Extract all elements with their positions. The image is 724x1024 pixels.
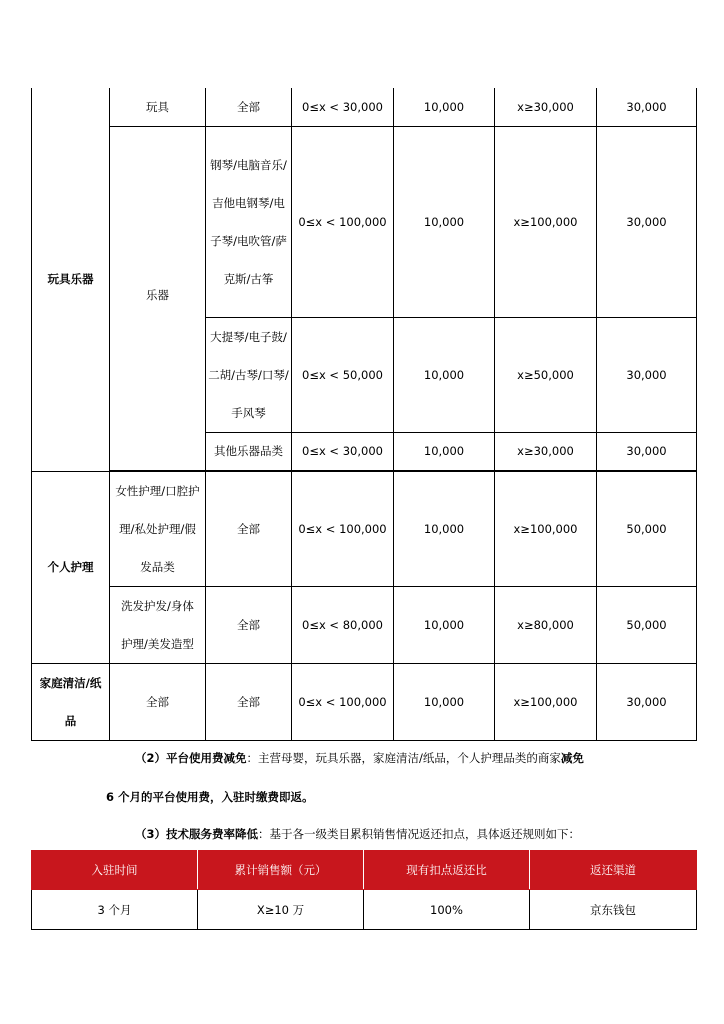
table-cell: 3 个月 — [32, 890, 198, 930]
table-cell: x≥100,000 — [495, 126, 597, 317]
table-cell: 50,000 — [597, 471, 697, 586]
table-cell: 10,000 — [394, 471, 495, 586]
table-row — [32, 88, 697, 126]
table-cell: 0≤x < 50,000 — [292, 317, 394, 432]
table-cell: 玩具 — [110, 88, 206, 126]
table-cell: x≥30,000 — [495, 432, 597, 470]
table-cell: x≥80,000 — [495, 586, 597, 663]
rate-reduction-paragraph — [135, 826, 580, 842]
rebate-rules-table — [31, 850, 697, 930]
para-number: （2） — [135, 751, 167, 765]
table-cell: 50,000 — [597, 586, 697, 663]
table-cell: 30,000 — [597, 432, 697, 470]
subcategory-music — [110, 126, 206, 470]
table-cell: x≥100,000 — [495, 663, 597, 740]
fee-waiver-paragraph — [135, 750, 584, 766]
column-header: 入驻时间 — [32, 851, 198, 890]
para-title: 平台使用费减免 — [166, 751, 247, 765]
table-row — [32, 471, 697, 586]
table-cell: 10,000 — [394, 663, 495, 740]
table-row — [32, 663, 697, 740]
table-cell: 30,000 — [597, 317, 697, 432]
column-header: 累计销售额（元） — [198, 851, 364, 890]
category-fee-table — [31, 88, 697, 741]
table-cell: 0≤x < 30,000 — [292, 88, 394, 126]
para-text: ：主营母婴，玩具乐器，家庭清洁/纸品，个人护理品类的商家 — [246, 751, 561, 765]
column-header: 现有扣点返还比 — [364, 851, 530, 890]
subcategory-label: 乐器 — [146, 288, 169, 302]
table-cell: 10,000 — [394, 88, 495, 126]
table-cell: 其他乐器品类 — [206, 432, 292, 470]
table-cell: 30,000 — [597, 663, 697, 740]
category-toys-music: 玩具乐器 — [32, 88, 110, 471]
table-cell: 30,000 — [597, 88, 697, 126]
table-cell: 全部 — [110, 663, 206, 740]
table-cell: 0≤x < 100,000 — [292, 471, 394, 586]
table-cell: 京东钱包 — [530, 890, 697, 930]
table-cell: 0≤x < 80,000 — [292, 586, 394, 663]
table-cell: X≥10 万 — [198, 890, 364, 930]
table-cell: x≥50,000 — [495, 317, 597, 432]
table-cell: 30,000 — [597, 126, 697, 317]
table-cell: 全部 — [206, 471, 292, 586]
table-cell: 全部 — [206, 586, 292, 663]
table-cell: 10,000 — [394, 432, 495, 470]
table-cell: x≥30,000 — [495, 88, 597, 126]
category-home-cleaning: 家庭清洁/纸品 — [32, 663, 110, 740]
para-text: ：基于各一级类目累积销售情况返还扣点，具体返还规则如下： — [258, 827, 581, 841]
table-cell: 洗发护发/身体护理/美发造型 — [110, 586, 206, 663]
table-cell: 大提琴/电子鼓/二胡/古琴/口琴/手风琴 — [206, 317, 292, 432]
para-number: （3） — [135, 827, 167, 841]
category-personal-care: 个人护理 — [32, 471, 110, 663]
table-cell: 10,000 — [394, 317, 495, 432]
table-cell: 10,000 — [394, 586, 495, 663]
table-row — [32, 586, 697, 663]
table-cell: 全部 — [206, 88, 292, 126]
table-header-row — [32, 851, 697, 890]
para-strong: 减免 — [560, 751, 584, 765]
table-row — [32, 126, 697, 317]
fee-waiver-paragraph-line2: 6 个月的平台使用费，入驻时缴费即返。 — [106, 790, 314, 804]
table-cell: 钢琴/电脑音乐/吉他电钢琴/电子琴/电吹管/萨克斯/古筝 — [206, 126, 292, 317]
table-cell: 全部 — [206, 663, 292, 740]
table-cell: x≥100,000 — [495, 471, 597, 586]
table-cell: 0≤x < 30,000 — [292, 432, 394, 470]
table-cell: 0≤x < 100,000 — [292, 126, 394, 317]
table-row — [32, 890, 697, 930]
table-cell: 100% — [364, 890, 530, 930]
column-header: 返还渠道 — [530, 851, 697, 890]
table-cell: 10,000 — [394, 126, 495, 317]
para-title: 技术服务费率降低 — [166, 827, 259, 841]
table-cell: 女性护理/口腔护理/私处护理/假发品类 — [110, 471, 206, 586]
table-cell: 0≤x < 100,000 — [292, 663, 394, 740]
